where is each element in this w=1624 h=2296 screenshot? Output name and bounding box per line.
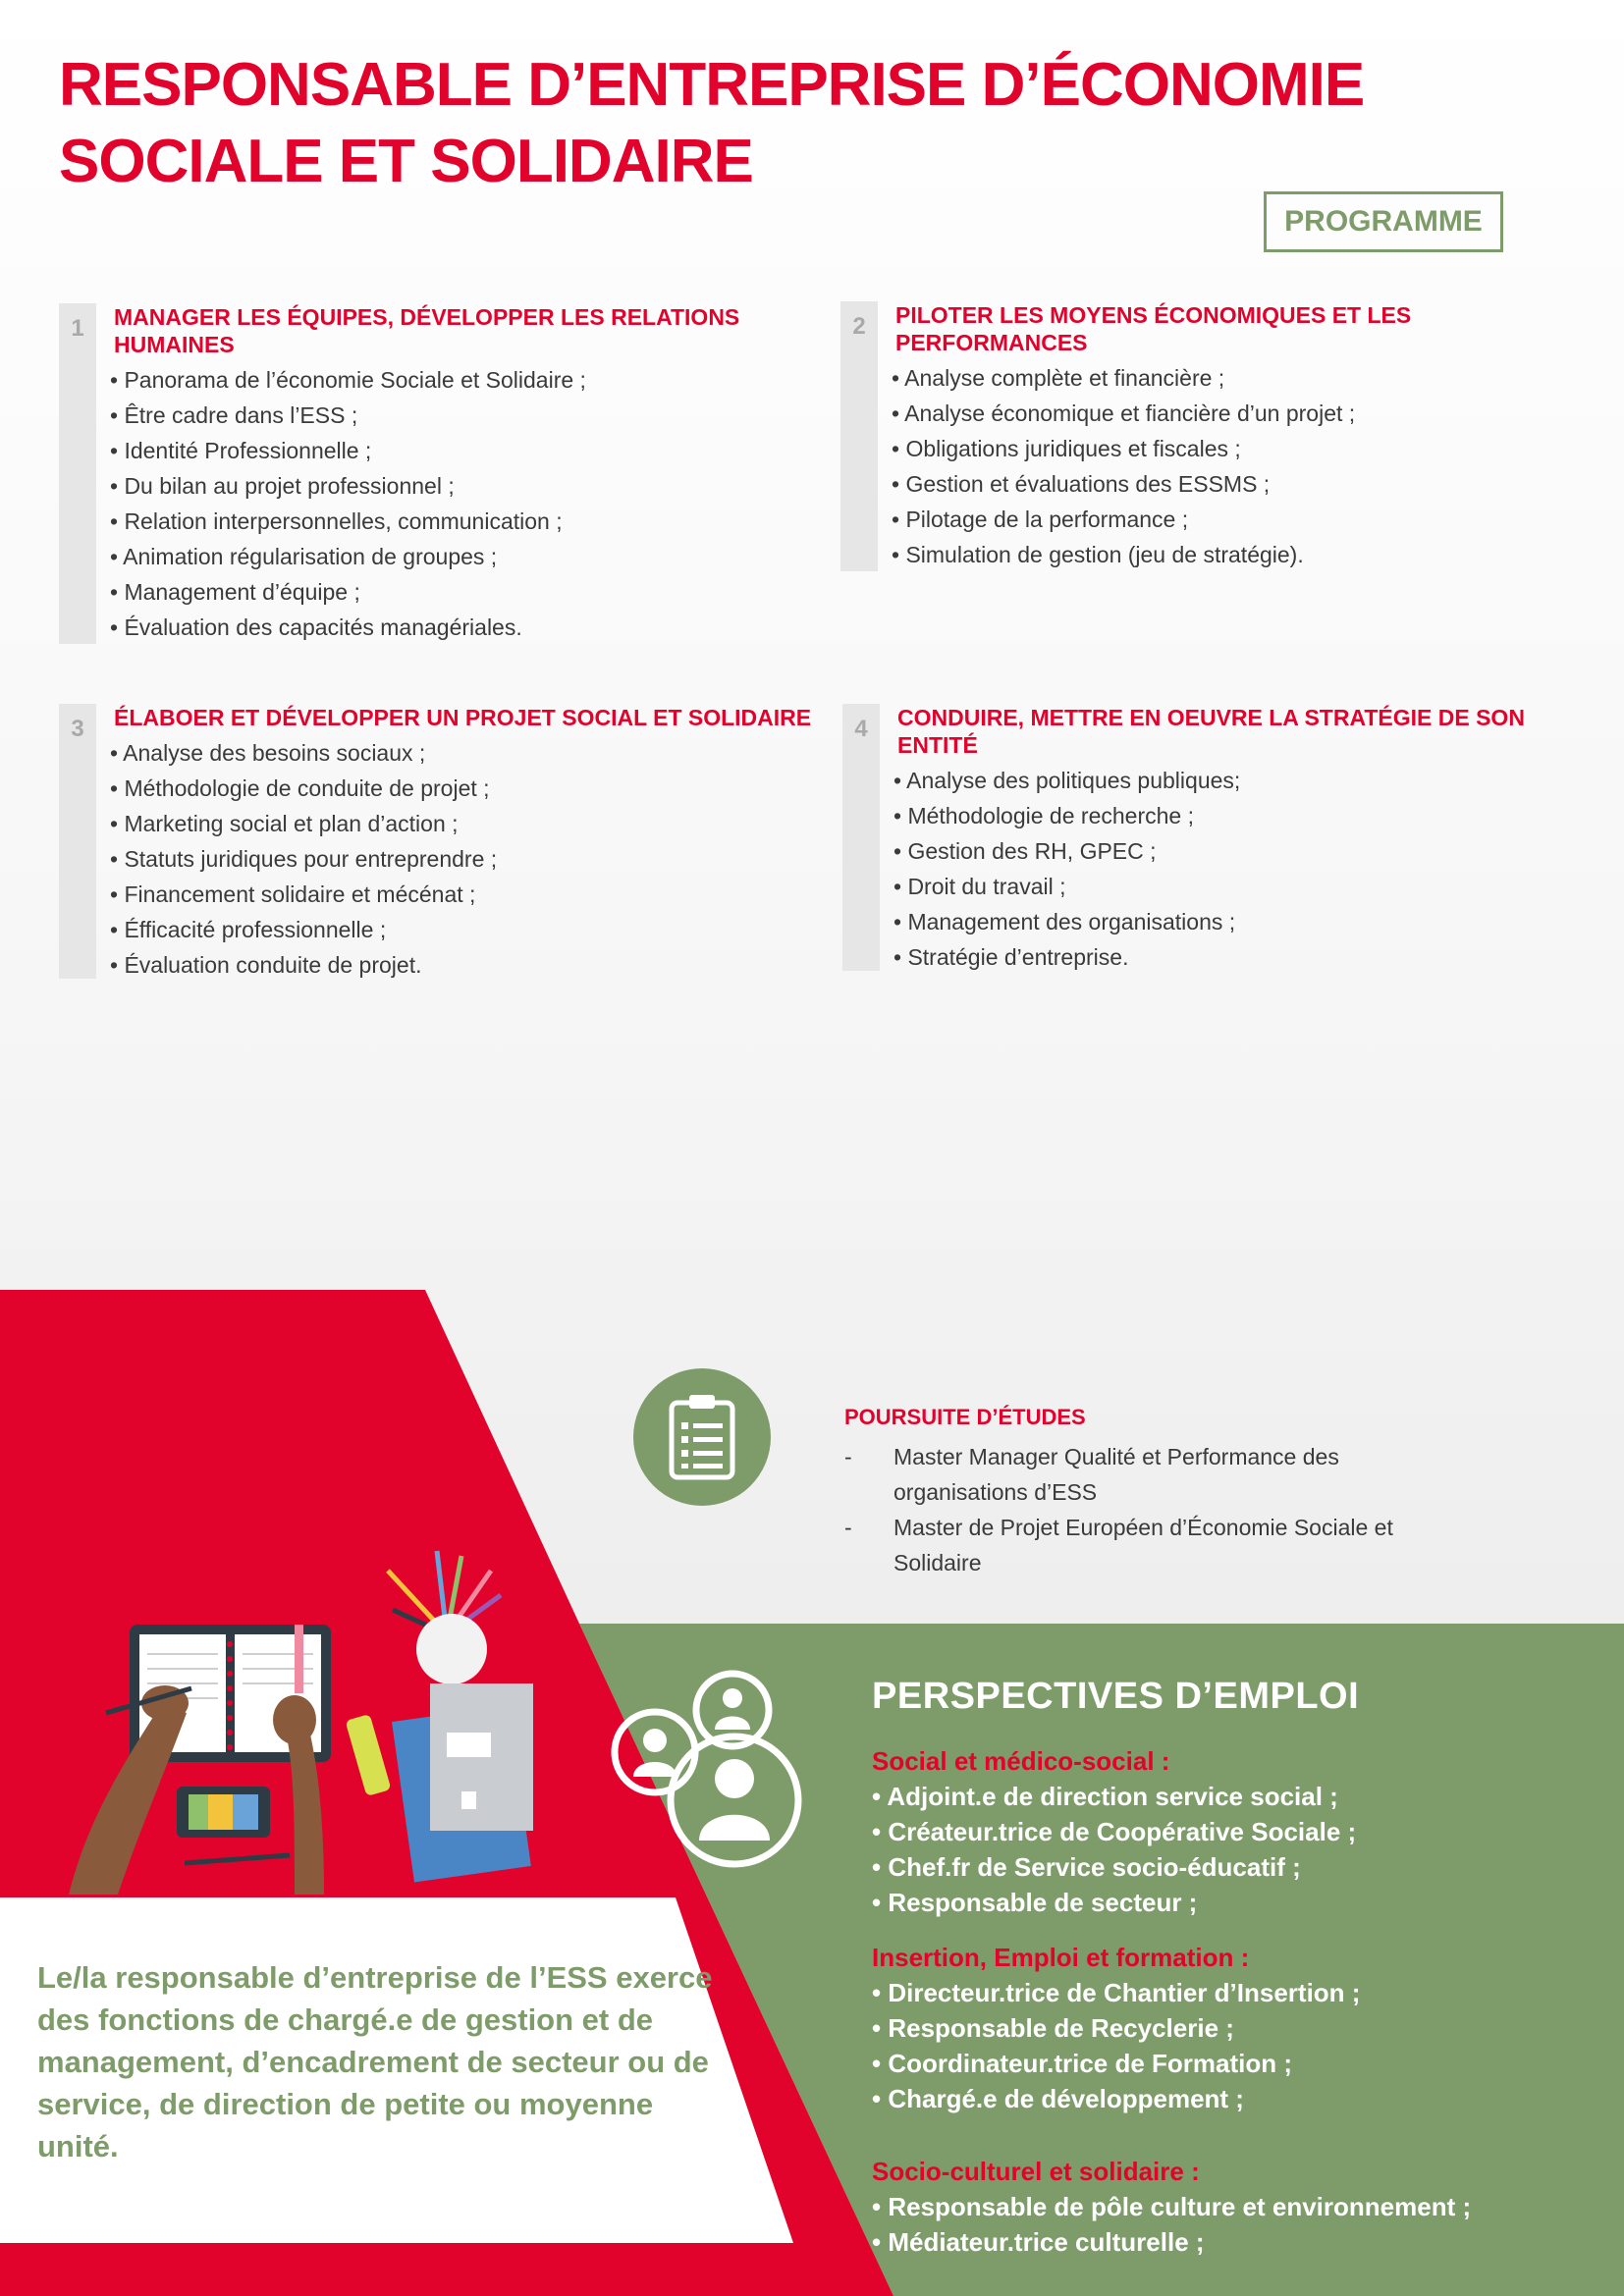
- perspectives-group-insertion: [872, 1940, 1360, 2116]
- list-item: • Stratégie d’entreprise.: [893, 944, 1129, 970]
- module-title: MANAGER LES ÉQUIPES, DÉVELOPPER LES RELATIONS HUMAINES: [114, 304, 740, 357]
- list-item: • Du bilan au projet professionnel ;: [110, 473, 455, 499]
- group-items: [872, 1779, 1356, 1920]
- list-item: • Chef.fr de Service socio-éducatif ;: [872, 1852, 1301, 1882]
- list-item: • Droit du travail ;: [893, 874, 1066, 899]
- title-line-1: RESPONSABLE D’ENTREPRISE D’ÉCONOMIE: [59, 51, 1365, 119]
- list-item: • Obligations juridiques et fiscales ;: [892, 436, 1241, 461]
- list-item: • Créateur.trice de Coopérative Sociale ;: [872, 1817, 1357, 1846]
- group-heading: Insertion, Emploi et formation :: [872, 1943, 1250, 1972]
- list-item: • Animation régularisation de groupes ;: [110, 544, 498, 569]
- list-item: • Gestion et évaluations des ESSMS ;: [892, 471, 1271, 497]
- list-item: • Relation interpersonnelles, communication ;: [110, 508, 563, 534]
- list-item: • Financement solidaire et mécénat ;: [110, 881, 476, 907]
- group-items: [872, 2189, 1471, 2260]
- module-number: 4: [854, 716, 868, 742]
- list-item: • Adjoint.e de direction service social ;: [872, 1782, 1338, 1811]
- group-heading: Socio-culturel et solidaire :: [872, 2157, 1200, 2186]
- list-item: • Analyse des politiques publiques;: [893, 768, 1241, 793]
- list-item: • Identité Professionnelle ;: [110, 438, 372, 463]
- list-item: • Panorama de l’économie Sociale et Solidaire ;: [110, 367, 586, 393]
- list-item: • Directeur.trice de Chantier d’Insertion ;: [872, 1978, 1361, 2007]
- list-item: [844, 1510, 1473, 1580]
- dash-bullet: -: [844, 1515, 852, 1540]
- list-item: • Responsable de secteur ;: [872, 1888, 1198, 1917]
- list-item: • Gestion des RH, GPEC ;: [893, 838, 1157, 864]
- poursuite-list: [844, 1439, 1473, 1580]
- group-heading: Social et médico-social :: [872, 1746, 1170, 1776]
- list-item-text: Master de Projet Européen d’Économie Sociale et Solidaire: [893, 1515, 1393, 1575]
- module-number: 2: [852, 313, 866, 340]
- list-item: • Management des organisations ;: [893, 909, 1236, 934]
- title-line-2: SOCIALE ET SOLIDAIRE: [59, 128, 753, 195]
- group-items: [872, 1975, 1360, 2116]
- list-item: • Évaluation conduite de projet.: [110, 952, 422, 978]
- perspectives-title: PERSPECTIVES D’EMPLOI: [872, 1676, 1360, 1717]
- list-item: • Méthodologie de conduite de projet ;: [110, 775, 490, 801]
- list-item: • Analyse complète et financière ;: [892, 365, 1225, 391]
- list-item: • Évaluation des capacités managériales.: [110, 614, 522, 640]
- list-item: • Éfficacité professionnelle ;: [110, 917, 387, 942]
- module-title: ÉLABOER ET DÉVELOPPER UN PROJET SOCIAL ET SOLIDAIRE: [114, 705, 812, 730]
- list-item: • Management d’équipe ;: [110, 579, 360, 605]
- list-item: • Responsable de Recyclerie ;: [872, 2013, 1234, 2043]
- list-item: • Être cadre dans l’ESS ;: [110, 402, 358, 428]
- poursuite-title: POURSUITE D’ÉTUDES: [844, 1405, 1086, 1429]
- module-number: 3: [71, 716, 84, 742]
- programme-badge: PROGRAMME: [1264, 191, 1503, 252]
- list-item: • Analyse des besoins sociaux ;: [110, 740, 426, 766]
- clipboard-checklist-icon: [633, 1368, 771, 1506]
- list-item: • Coordinateur.trice de Formation ;: [872, 2049, 1293, 2078]
- list-item: • Pilotage de la performance ;: [892, 507, 1189, 532]
- module-number: 1: [71, 315, 84, 342]
- list-item: • Médiateur.trice culturelle ;: [872, 2227, 1205, 2257]
- list-item: • Méthodologie de recherche ;: [893, 803, 1194, 828]
- list-item: • Simulation de gestion (jeu de stratégie).: [892, 542, 1304, 567]
- list-item: [844, 1439, 1473, 1510]
- job-description: Le/la responsable d’entreprise de l’ESS exerce des fonctions de chargé.e de gestion et de management, d’encadrement de secteur ou de service, de direction de petite ou moyenne unité.: [37, 1960, 713, 2163]
- list-item-text: Master Manager Qualité et Performance des organisations d’ESS: [893, 1444, 1339, 1505]
- list-item: • Chargé.e de développement ;: [872, 2084, 1244, 2113]
- list-item: • Statuts juridiques pour entreprendre ;: [110, 846, 498, 872]
- list-item: • Responsable de pôle culture et environnement ;: [872, 2192, 1472, 2221]
- perspectives-group-socio-culturel: [872, 2154, 1471, 2260]
- module-title: PILOTER LES MOYENS ÉCONOMIQUES ET LES PERFORMANCES: [895, 302, 1412, 355]
- module-title: CONDUIRE, METTRE EN OEUVRE LA STRATÉGIE DE SON ENTITÉ: [897, 705, 1525, 758]
- list-item: • Marketing social et plan d’action ;: [110, 811, 459, 836]
- dash-bullet: -: [844, 1444, 852, 1469]
- list-item: • Analyse économique et fiancière d’un projet ;: [892, 400, 1356, 426]
- perspectives-group-social: [872, 1743, 1356, 1920]
